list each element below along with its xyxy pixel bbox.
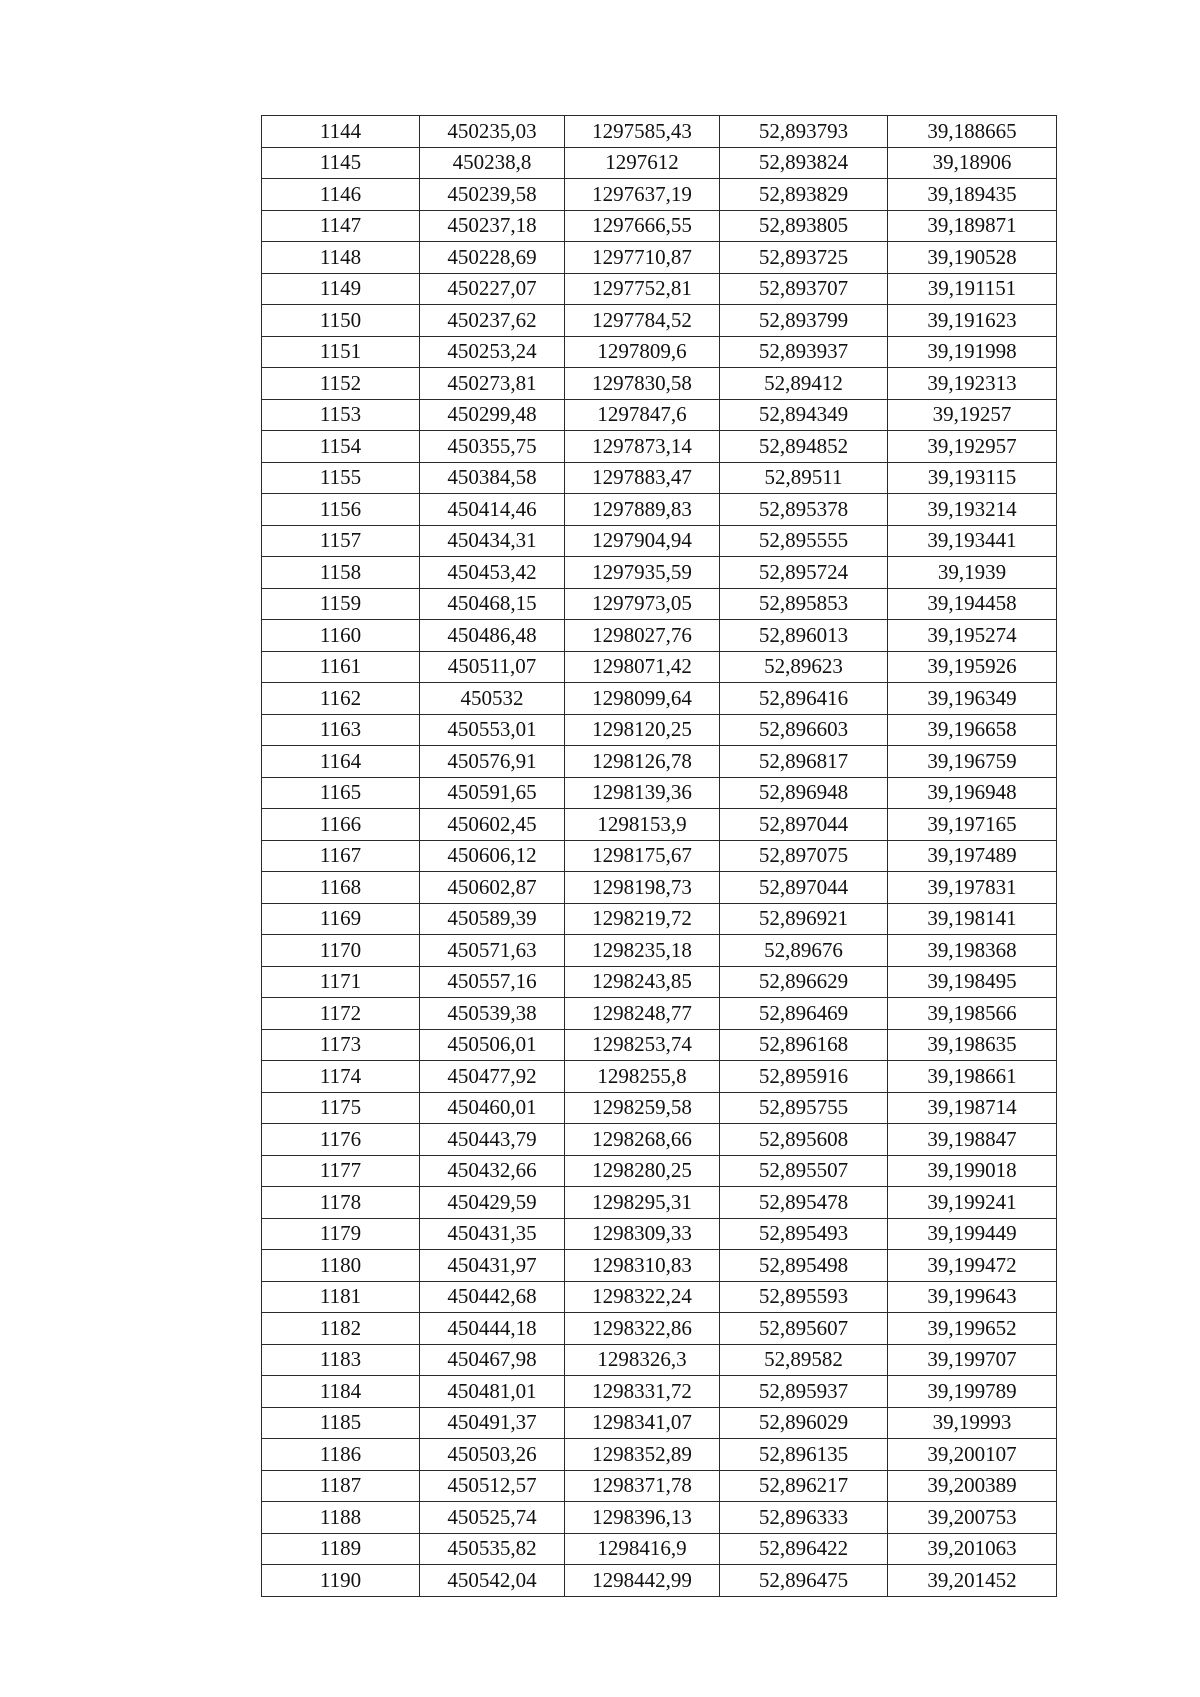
longitude-cell: 39,199472 bbox=[888, 1250, 1057, 1282]
point-number-cell: 1169 bbox=[262, 903, 420, 935]
x-coordinate-cell: 450525,74 bbox=[420, 1502, 565, 1534]
y-coordinate-cell: 1298139,36 bbox=[565, 777, 720, 809]
latitude-cell: 52,895755 bbox=[720, 1092, 888, 1124]
longitude-cell: 39,197489 bbox=[888, 840, 1057, 872]
table-row bbox=[262, 935, 1057, 967]
point-number-cell: 1147 bbox=[262, 210, 420, 242]
latitude-cell: 52,895724 bbox=[720, 557, 888, 589]
longitude-cell: 39,194458 bbox=[888, 588, 1057, 620]
point-number-cell: 1190 bbox=[262, 1565, 420, 1597]
point-number-cell: 1148 bbox=[262, 242, 420, 274]
x-coordinate-cell: 450432,66 bbox=[420, 1155, 565, 1187]
point-number-cell: 1174 bbox=[262, 1061, 420, 1093]
x-coordinate-cell: 450238,8 bbox=[420, 147, 565, 179]
latitude-cell: 52,893937 bbox=[720, 336, 888, 368]
longitude-cell: 39,198661 bbox=[888, 1061, 1057, 1093]
x-coordinate-cell: 450532 bbox=[420, 683, 565, 715]
latitude-cell: 52,895493 bbox=[720, 1218, 888, 1250]
table-row bbox=[262, 368, 1057, 400]
x-coordinate-cell: 450434,31 bbox=[420, 525, 565, 557]
latitude-cell: 52,896921 bbox=[720, 903, 888, 935]
table-row bbox=[262, 620, 1057, 652]
latitude-cell: 52,894349 bbox=[720, 399, 888, 431]
point-number-cell: 1153 bbox=[262, 399, 420, 431]
x-coordinate-cell: 450237,62 bbox=[420, 305, 565, 337]
table-row bbox=[262, 966, 1057, 998]
table-row bbox=[262, 1155, 1057, 1187]
latitude-cell: 52,895593 bbox=[720, 1281, 888, 1313]
table-row bbox=[262, 179, 1057, 211]
table-row bbox=[262, 651, 1057, 683]
latitude-cell: 52,896416 bbox=[720, 683, 888, 715]
point-number-cell: 1189 bbox=[262, 1533, 420, 1565]
longitude-cell: 39,196948 bbox=[888, 777, 1057, 809]
y-coordinate-cell: 1298243,85 bbox=[565, 966, 720, 998]
point-number-cell: 1184 bbox=[262, 1376, 420, 1408]
longitude-cell: 39,199449 bbox=[888, 1218, 1057, 1250]
latitude-cell: 52,895853 bbox=[720, 588, 888, 620]
longitude-cell: 39,1939 bbox=[888, 557, 1057, 589]
table-row bbox=[262, 1344, 1057, 1376]
point-number-cell: 1150 bbox=[262, 305, 420, 337]
y-coordinate-cell: 1298235,18 bbox=[565, 935, 720, 967]
longitude-cell: 39,198714 bbox=[888, 1092, 1057, 1124]
longitude-cell: 39,198566 bbox=[888, 998, 1057, 1030]
longitude-cell: 39,195274 bbox=[888, 620, 1057, 652]
table-row bbox=[262, 809, 1057, 841]
longitude-cell: 39,188665 bbox=[888, 116, 1057, 148]
table-row bbox=[262, 1470, 1057, 1502]
point-number-cell: 1146 bbox=[262, 179, 420, 211]
point-number-cell: 1154 bbox=[262, 431, 420, 463]
longitude-cell: 39,192313 bbox=[888, 368, 1057, 400]
longitude-cell: 39,193115 bbox=[888, 462, 1057, 494]
y-coordinate-cell: 1298126,78 bbox=[565, 746, 720, 778]
y-coordinate-cell: 1297830,58 bbox=[565, 368, 720, 400]
y-coordinate-cell: 1298219,72 bbox=[565, 903, 720, 935]
table-row bbox=[262, 1187, 1057, 1219]
table-row bbox=[262, 399, 1057, 431]
x-coordinate-cell: 450431,35 bbox=[420, 1218, 565, 1250]
x-coordinate-cell: 450431,97 bbox=[420, 1250, 565, 1282]
longitude-cell: 39,200753 bbox=[888, 1502, 1057, 1534]
y-coordinate-cell: 1297883,47 bbox=[565, 462, 720, 494]
x-coordinate-cell: 450512,57 bbox=[420, 1470, 565, 1502]
table-row bbox=[262, 1250, 1057, 1282]
longitude-cell: 39,191623 bbox=[888, 305, 1057, 337]
table-row bbox=[262, 462, 1057, 494]
y-coordinate-cell: 1297847,6 bbox=[565, 399, 720, 431]
y-coordinate-cell: 1298027,76 bbox=[565, 620, 720, 652]
point-number-cell: 1155 bbox=[262, 462, 420, 494]
table-row bbox=[262, 1218, 1057, 1250]
x-coordinate-cell: 450535,82 bbox=[420, 1533, 565, 1565]
y-coordinate-cell: 1298396,13 bbox=[565, 1502, 720, 1534]
y-coordinate-cell: 1297809,6 bbox=[565, 336, 720, 368]
x-coordinate-cell: 450589,39 bbox=[420, 903, 565, 935]
table-row bbox=[262, 588, 1057, 620]
table-row bbox=[262, 683, 1057, 715]
y-coordinate-cell: 1298071,42 bbox=[565, 651, 720, 683]
longitude-cell: 39,19993 bbox=[888, 1407, 1057, 1439]
point-number-cell: 1157 bbox=[262, 525, 420, 557]
y-coordinate-cell: 1298255,8 bbox=[565, 1061, 720, 1093]
point-number-cell: 1187 bbox=[262, 1470, 420, 1502]
longitude-cell: 39,201063 bbox=[888, 1533, 1057, 1565]
x-coordinate-cell: 450606,12 bbox=[420, 840, 565, 872]
y-coordinate-cell: 1298099,64 bbox=[565, 683, 720, 715]
longitude-cell: 39,189435 bbox=[888, 179, 1057, 211]
latitude-cell: 52,895555 bbox=[720, 525, 888, 557]
x-coordinate-cell: 450414,46 bbox=[420, 494, 565, 526]
latitude-cell: 52,895478 bbox=[720, 1187, 888, 1219]
y-coordinate-cell: 1298371,78 bbox=[565, 1470, 720, 1502]
x-coordinate-cell: 450228,69 bbox=[420, 242, 565, 274]
point-number-cell: 1183 bbox=[262, 1344, 420, 1376]
x-coordinate-cell: 450273,81 bbox=[420, 368, 565, 400]
x-coordinate-cell: 450591,65 bbox=[420, 777, 565, 809]
point-number-cell: 1182 bbox=[262, 1313, 420, 1345]
longitude-cell: 39,199652 bbox=[888, 1313, 1057, 1345]
table-row bbox=[262, 1061, 1057, 1093]
longitude-cell: 39,190528 bbox=[888, 242, 1057, 274]
y-coordinate-cell: 1298120,25 bbox=[565, 714, 720, 746]
latitude-cell: 52,897044 bbox=[720, 872, 888, 904]
y-coordinate-cell: 1297637,19 bbox=[565, 179, 720, 211]
point-number-cell: 1161 bbox=[262, 651, 420, 683]
table-row bbox=[262, 116, 1057, 148]
point-number-cell: 1163 bbox=[262, 714, 420, 746]
x-coordinate-cell: 450477,92 bbox=[420, 1061, 565, 1093]
point-number-cell: 1171 bbox=[262, 966, 420, 998]
y-coordinate-cell: 1297904,94 bbox=[565, 525, 720, 557]
x-coordinate-cell: 450553,01 bbox=[420, 714, 565, 746]
x-coordinate-cell: 450444,18 bbox=[420, 1313, 565, 1345]
x-coordinate-cell: 450460,01 bbox=[420, 1092, 565, 1124]
longitude-cell: 39,195926 bbox=[888, 651, 1057, 683]
table-row bbox=[262, 1092, 1057, 1124]
table-row bbox=[262, 242, 1057, 274]
longitude-cell: 39,19257 bbox=[888, 399, 1057, 431]
longitude-cell: 39,199241 bbox=[888, 1187, 1057, 1219]
point-number-cell: 1168 bbox=[262, 872, 420, 904]
longitude-cell: 39,193441 bbox=[888, 525, 1057, 557]
latitude-cell: 52,896469 bbox=[720, 998, 888, 1030]
latitude-cell: 52,896168 bbox=[720, 1029, 888, 1061]
latitude-cell: 52,896217 bbox=[720, 1470, 888, 1502]
table-row bbox=[262, 777, 1057, 809]
y-coordinate-cell: 1297784,52 bbox=[565, 305, 720, 337]
table-row bbox=[262, 714, 1057, 746]
y-coordinate-cell: 1298153,9 bbox=[565, 809, 720, 841]
point-number-cell: 1158 bbox=[262, 557, 420, 589]
latitude-cell: 52,893829 bbox=[720, 179, 888, 211]
point-number-cell: 1160 bbox=[262, 620, 420, 652]
latitude-cell: 52,894852 bbox=[720, 431, 888, 463]
latitude-cell: 52,89582 bbox=[720, 1344, 888, 1376]
point-number-cell: 1179 bbox=[262, 1218, 420, 1250]
point-number-cell: 1159 bbox=[262, 588, 420, 620]
point-number-cell: 1175 bbox=[262, 1092, 420, 1124]
x-coordinate-cell: 450539,38 bbox=[420, 998, 565, 1030]
x-coordinate-cell: 450503,26 bbox=[420, 1439, 565, 1471]
longitude-cell: 39,198141 bbox=[888, 903, 1057, 935]
point-number-cell: 1180 bbox=[262, 1250, 420, 1282]
x-coordinate-cell: 450299,48 bbox=[420, 399, 565, 431]
y-coordinate-cell: 1298259,58 bbox=[565, 1092, 720, 1124]
x-coordinate-cell: 450442,68 bbox=[420, 1281, 565, 1313]
y-coordinate-cell: 1298416,9 bbox=[565, 1533, 720, 1565]
x-coordinate-cell: 450384,58 bbox=[420, 462, 565, 494]
point-number-cell: 1164 bbox=[262, 746, 420, 778]
y-coordinate-cell: 1298322,24 bbox=[565, 1281, 720, 1313]
x-coordinate-cell: 450468,15 bbox=[420, 588, 565, 620]
table-row bbox=[262, 1565, 1057, 1597]
longitude-cell: 39,199643 bbox=[888, 1281, 1057, 1313]
longitude-cell: 39,192957 bbox=[888, 431, 1057, 463]
point-number-cell: 1152 bbox=[262, 368, 420, 400]
table-row bbox=[262, 494, 1057, 526]
point-number-cell: 1188 bbox=[262, 1502, 420, 1534]
latitude-cell: 52,893793 bbox=[720, 116, 888, 148]
table-row bbox=[262, 1281, 1057, 1313]
table-row bbox=[262, 1533, 1057, 1565]
x-coordinate-cell: 450355,75 bbox=[420, 431, 565, 463]
latitude-cell: 52,896013 bbox=[720, 620, 888, 652]
longitude-cell: 39,200389 bbox=[888, 1470, 1057, 1502]
longitude-cell: 39,193214 bbox=[888, 494, 1057, 526]
point-number-cell: 1173 bbox=[262, 1029, 420, 1061]
x-coordinate-cell: 450453,42 bbox=[420, 557, 565, 589]
table-row bbox=[262, 147, 1057, 179]
table-row bbox=[262, 872, 1057, 904]
coordinates-table bbox=[261, 115, 1057, 1597]
longitude-cell: 39,199018 bbox=[888, 1155, 1057, 1187]
x-coordinate-cell: 450571,63 bbox=[420, 935, 565, 967]
table-row bbox=[262, 1439, 1057, 1471]
x-coordinate-cell: 450486,48 bbox=[420, 620, 565, 652]
latitude-cell: 52,893799 bbox=[720, 305, 888, 337]
table-row bbox=[262, 1124, 1057, 1156]
latitude-cell: 52,895608 bbox=[720, 1124, 888, 1156]
latitude-cell: 52,896948 bbox=[720, 777, 888, 809]
x-coordinate-cell: 450253,24 bbox=[420, 336, 565, 368]
latitude-cell: 52,893725 bbox=[720, 242, 888, 274]
latitude-cell: 52,896422 bbox=[720, 1533, 888, 1565]
y-coordinate-cell: 1298198,73 bbox=[565, 872, 720, 904]
latitude-cell: 52,89676 bbox=[720, 935, 888, 967]
table-row bbox=[262, 998, 1057, 1030]
latitude-cell: 52,896817 bbox=[720, 746, 888, 778]
point-number-cell: 1151 bbox=[262, 336, 420, 368]
latitude-cell: 52,89623 bbox=[720, 651, 888, 683]
point-number-cell: 1178 bbox=[262, 1187, 420, 1219]
y-coordinate-cell: 1297710,87 bbox=[565, 242, 720, 274]
longitude-cell: 39,198495 bbox=[888, 966, 1057, 998]
table-row bbox=[262, 746, 1057, 778]
y-coordinate-cell: 1298253,74 bbox=[565, 1029, 720, 1061]
latitude-cell: 52,893824 bbox=[720, 147, 888, 179]
y-coordinate-cell: 1297585,43 bbox=[565, 116, 720, 148]
y-coordinate-cell: 1298280,25 bbox=[565, 1155, 720, 1187]
table-row bbox=[262, 903, 1057, 935]
latitude-cell: 52,896603 bbox=[720, 714, 888, 746]
point-number-cell: 1165 bbox=[262, 777, 420, 809]
x-coordinate-cell: 450506,01 bbox=[420, 1029, 565, 1061]
table-row bbox=[262, 431, 1057, 463]
table-row bbox=[262, 210, 1057, 242]
longitude-cell: 39,196759 bbox=[888, 746, 1057, 778]
y-coordinate-cell: 1297873,14 bbox=[565, 431, 720, 463]
latitude-cell: 52,893707 bbox=[720, 273, 888, 305]
y-coordinate-cell: 1298309,33 bbox=[565, 1218, 720, 1250]
longitude-cell: 39,201452 bbox=[888, 1565, 1057, 1597]
table-row bbox=[262, 840, 1057, 872]
point-number-cell: 1186 bbox=[262, 1439, 420, 1471]
longitude-cell: 39,198635 bbox=[888, 1029, 1057, 1061]
longitude-cell: 39,189871 bbox=[888, 210, 1057, 242]
latitude-cell: 52,896029 bbox=[720, 1407, 888, 1439]
latitude-cell: 52,896629 bbox=[720, 966, 888, 998]
point-number-cell: 1172 bbox=[262, 998, 420, 1030]
table-row bbox=[262, 305, 1057, 337]
x-coordinate-cell: 450557,16 bbox=[420, 966, 565, 998]
point-number-cell: 1162 bbox=[262, 683, 420, 715]
x-coordinate-cell: 450467,98 bbox=[420, 1344, 565, 1376]
x-coordinate-cell: 450602,45 bbox=[420, 809, 565, 841]
point-number-cell: 1149 bbox=[262, 273, 420, 305]
table-row bbox=[262, 1313, 1057, 1345]
y-coordinate-cell: 1298268,66 bbox=[565, 1124, 720, 1156]
latitude-cell: 52,895937 bbox=[720, 1376, 888, 1408]
y-coordinate-cell: 1298322,86 bbox=[565, 1313, 720, 1345]
x-coordinate-cell: 450511,07 bbox=[420, 651, 565, 683]
y-coordinate-cell: 1297973,05 bbox=[565, 588, 720, 620]
table-row bbox=[262, 1502, 1057, 1534]
longitude-cell: 39,197165 bbox=[888, 809, 1057, 841]
point-number-cell: 1144 bbox=[262, 116, 420, 148]
latitude-cell: 52,895507 bbox=[720, 1155, 888, 1187]
table-row bbox=[262, 273, 1057, 305]
point-number-cell: 1156 bbox=[262, 494, 420, 526]
point-number-cell: 1145 bbox=[262, 147, 420, 179]
latitude-cell: 52,896475 bbox=[720, 1565, 888, 1597]
latitude-cell: 52,897075 bbox=[720, 840, 888, 872]
latitude-cell: 52,893805 bbox=[720, 210, 888, 242]
point-number-cell: 1166 bbox=[262, 809, 420, 841]
x-coordinate-cell: 450227,07 bbox=[420, 273, 565, 305]
latitude-cell: 52,895498 bbox=[720, 1250, 888, 1282]
longitude-cell: 39,191151 bbox=[888, 273, 1057, 305]
x-coordinate-cell: 450237,18 bbox=[420, 210, 565, 242]
latitude-cell: 52,895607 bbox=[720, 1313, 888, 1345]
x-coordinate-cell: 450542,04 bbox=[420, 1565, 565, 1597]
longitude-cell: 39,200107 bbox=[888, 1439, 1057, 1471]
y-coordinate-cell: 1298341,07 bbox=[565, 1407, 720, 1439]
y-coordinate-cell: 1298175,67 bbox=[565, 840, 720, 872]
latitude-cell: 52,896333 bbox=[720, 1502, 888, 1534]
table-row bbox=[262, 1407, 1057, 1439]
point-number-cell: 1185 bbox=[262, 1407, 420, 1439]
longitude-cell: 39,199707 bbox=[888, 1344, 1057, 1376]
table-row bbox=[262, 1029, 1057, 1061]
y-coordinate-cell: 1298442,99 bbox=[565, 1565, 720, 1597]
latitude-cell: 52,89412 bbox=[720, 368, 888, 400]
coordinates-table-body bbox=[262, 116, 1057, 1597]
x-coordinate-cell: 450239,58 bbox=[420, 179, 565, 211]
x-coordinate-cell: 450576,91 bbox=[420, 746, 565, 778]
x-coordinate-cell: 450443,79 bbox=[420, 1124, 565, 1156]
y-coordinate-cell: 1297612 bbox=[565, 147, 720, 179]
latitude-cell: 52,896135 bbox=[720, 1439, 888, 1471]
x-coordinate-cell: 450491,37 bbox=[420, 1407, 565, 1439]
y-coordinate-cell: 1297752,81 bbox=[565, 273, 720, 305]
longitude-cell: 39,18906 bbox=[888, 147, 1057, 179]
y-coordinate-cell: 1297889,83 bbox=[565, 494, 720, 526]
longitude-cell: 39,191998 bbox=[888, 336, 1057, 368]
table-row bbox=[262, 557, 1057, 589]
point-number-cell: 1176 bbox=[262, 1124, 420, 1156]
x-coordinate-cell: 450602,87 bbox=[420, 872, 565, 904]
point-number-cell: 1167 bbox=[262, 840, 420, 872]
y-coordinate-cell: 1298248,77 bbox=[565, 998, 720, 1030]
longitude-cell: 39,197831 bbox=[888, 872, 1057, 904]
y-coordinate-cell: 1298331,72 bbox=[565, 1376, 720, 1408]
point-number-cell: 1177 bbox=[262, 1155, 420, 1187]
x-coordinate-cell: 450481,01 bbox=[420, 1376, 565, 1408]
longitude-cell: 39,196658 bbox=[888, 714, 1057, 746]
point-number-cell: 1181 bbox=[262, 1281, 420, 1313]
x-coordinate-cell: 450235,03 bbox=[420, 116, 565, 148]
y-coordinate-cell: 1298352,89 bbox=[565, 1439, 720, 1471]
y-coordinate-cell: 1297666,55 bbox=[565, 210, 720, 242]
longitude-cell: 39,198368 bbox=[888, 935, 1057, 967]
latitude-cell: 52,895916 bbox=[720, 1061, 888, 1093]
y-coordinate-cell: 1297935,59 bbox=[565, 557, 720, 589]
latitude-cell: 52,897044 bbox=[720, 809, 888, 841]
latitude-cell: 52,895378 bbox=[720, 494, 888, 526]
x-coordinate-cell: 450429,59 bbox=[420, 1187, 565, 1219]
longitude-cell: 39,196349 bbox=[888, 683, 1057, 715]
latitude-cell: 52,89511 bbox=[720, 462, 888, 494]
table-row bbox=[262, 525, 1057, 557]
longitude-cell: 39,198847 bbox=[888, 1124, 1057, 1156]
point-number-cell: 1170 bbox=[262, 935, 420, 967]
y-coordinate-cell: 1298326,3 bbox=[565, 1344, 720, 1376]
longitude-cell: 39,199789 bbox=[888, 1376, 1057, 1408]
y-coordinate-cell: 1298295,31 bbox=[565, 1187, 720, 1219]
table-row bbox=[262, 1376, 1057, 1408]
table-row bbox=[262, 336, 1057, 368]
y-coordinate-cell: 1298310,83 bbox=[565, 1250, 720, 1282]
